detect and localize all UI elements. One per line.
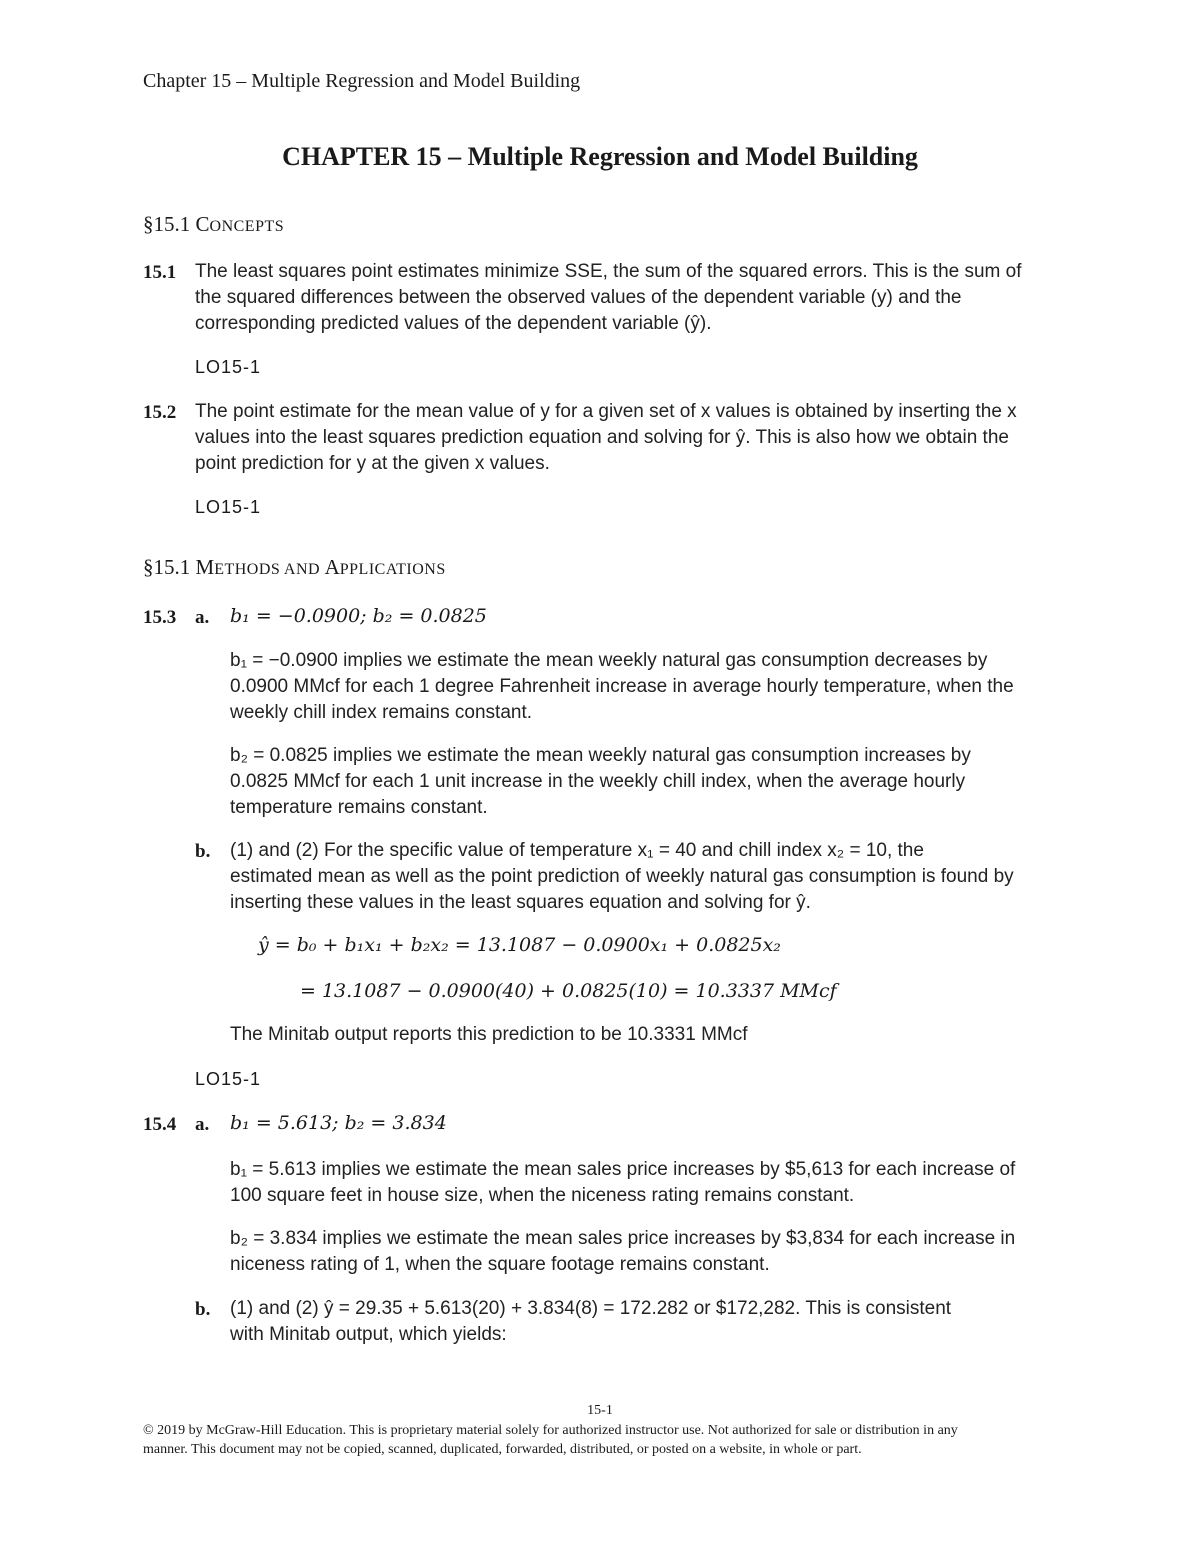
paragraph-15-4-b2: b₂ = 3.834 implies we estimate the mean sales price increases by $3,834 for each increase in niceness rating of 1, when the square footage remains constant. bbox=[230, 1228, 1016, 1275]
part-label-a: a. bbox=[195, 1114, 210, 1135]
equation-yhat-line1: ŷ = b₀ + b₁x₁ + b₂x₂ = 13.1087 − 0.0900x₁ + 0.0825x₂ bbox=[258, 934, 781, 956]
problem-number-15-4: 15.4 bbox=[143, 1114, 177, 1135]
learning-objective: LO15-1 bbox=[195, 497, 262, 517]
page-number: 15-1 bbox=[587, 1403, 613, 1418]
minitab-note: The Minitab output reports this prediction to be 10.3331 MMcf bbox=[230, 1024, 748, 1045]
section-heading-methods: §15.1 METHODS AND APPLICATIONS bbox=[143, 555, 446, 579]
running-header: Chapter 15 – Multiple Regression and Model Building bbox=[143, 70, 581, 92]
learning-objective: LO15-1 bbox=[195, 357, 262, 377]
paragraph-15-4-b: (1) and (2) ŷ = 29.35 + 5.613(20) + 3.834(8) = 172.282 or $172,282. This is consistent with Minitab output, which yields: bbox=[230, 1298, 952, 1345]
problem-number-15-1: 15.1 bbox=[143, 262, 177, 283]
problem-15-2-text: The point estimate for the mean value of y for a given set of x values is obtained by inserting the x values into the least squares prediction equation and solving for ŷ. This is also how we obtain the point prediction for y at the given x values. bbox=[195, 401, 1017, 474]
part-label-b: b. bbox=[195, 1299, 211, 1320]
learning-objective: LO15-1 bbox=[195, 1069, 262, 1089]
equation-15-3-a: b₁ = −0.0900; b₂ = 0.0825 bbox=[230, 605, 487, 627]
part-label-a: a. bbox=[195, 607, 210, 628]
copyright-footer: © 2019 by McGraw-Hill Education. This is proprietary material solely for authorized instructor use. Not authorized for sale or distribution in any manner. This document may not be copied, scanned, duplicated, forwarded, distributed, or posted on a website, in whole or part. bbox=[143, 1423, 958, 1457]
paragraph-15-3-b2: b₂ = 0.0825 implies we estimate the mean weekly natural gas consumption increases by 0.0825 MMcf for each 1 unit increase in the weekly chill index, when the average hourly temperature remains constant. bbox=[230, 745, 971, 818]
problem-number-15-3: 15.3 bbox=[143, 607, 177, 628]
chapter-title: CHAPTER 15 – Multiple Regression and Model Building bbox=[282, 142, 918, 171]
equation-yhat-line2: = 13.1087 − 0.0900(40) + 0.0825(10) = 10.3337 MMcf bbox=[300, 980, 837, 1002]
paragraph-15-3-b: (1) and (2) For the specific value of temperature x₁ = 40 and chill index x₂ = 10, the estimated mean as well as the point prediction of weekly natural gas consumption is found by inserting these values in the least squares equation and solving for ŷ. bbox=[230, 840, 1014, 913]
equation-15-4-a: b₁ = 5.613; b₂ = 3.834 bbox=[230, 1112, 447, 1134]
part-label-b: b. bbox=[195, 841, 211, 862]
paragraph-15-3-b1: b₁ = −0.0900 implies we estimate the mean weekly natural gas consumption decreases by 0.0900 MMcf for each 1 degree Fahrenheit increase in average hourly temperature, when the weekly chill index remains constant. bbox=[230, 650, 1014, 723]
section-heading-concepts: §15.1 CONCEPTS bbox=[143, 212, 285, 236]
problem-15-1-text: The least squares point estimates minimize SSE, the sum of the squared errors. This is the sum of the squared differences between the observed values of the dependent variable (y) and the corresponding predicted values of the dependent variable (ŷ). bbox=[195, 261, 1022, 334]
paragraph-15-4-b1: b₁ = 5.613 implies we estimate the mean sales price increases by $5,613 for each increase of 100 square feet in house size, when the niceness rating remains constant. bbox=[230, 1159, 1016, 1206]
problem-number-15-2: 15.2 bbox=[143, 402, 177, 423]
